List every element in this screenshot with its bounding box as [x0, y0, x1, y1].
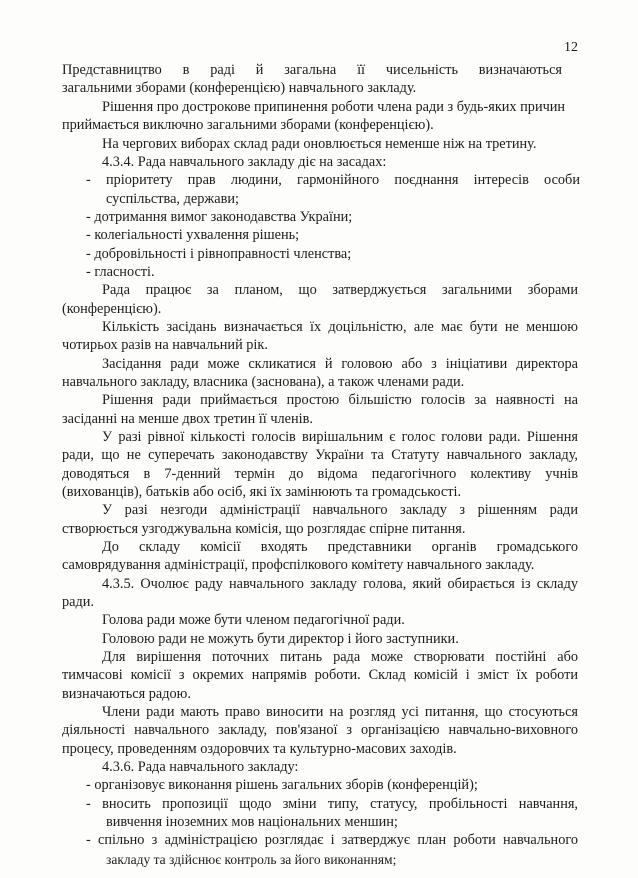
text-line: ради, що не суперечать законодавству України та Статуту навчального закладу, — [62, 447, 578, 463]
list-item: - спільно з адміністрацією розглядає і затверджує план роботи навчального — [86, 832, 578, 848]
text-line: навчального закладу, власника (заснована), а також членами ради. — [62, 374, 465, 390]
text-line: ради. — [62, 594, 94, 610]
text-line: засіданні на менше двох третин її членів. — [62, 411, 313, 427]
text-line: Рішення ради приймається простою більшістю голосів за наявності на — [102, 392, 578, 408]
text-line: Засідання ради може скликатися й головою або з ініціативи директора — [102, 356, 578, 372]
text-line: суспільства, держави; — [106, 191, 239, 207]
text-line: (конференцією). — [62, 301, 162, 317]
text-line: приймається виключно загальними зборами (конференцією). — [62, 117, 434, 133]
text-line: Кількість засідань визначається їх доцільністю, але має бути не меншою — [102, 319, 578, 335]
list-item: - колегіальності ухвалення рішень; — [86, 227, 300, 243]
text-line: закладу та здійснює контроль за його виконанням; — [106, 852, 397, 867]
text-line: створюється узгоджувальна комісія, що розглядає спірне питання. — [62, 521, 466, 537]
text-line: У разі рівної кількості голосів вирішальним є голос голови ради. Рішення — [102, 429, 578, 445]
list-item: - вносить пропозиції щодо зміни типу, статусу, пробільності навчання, — [86, 796, 578, 812]
text-line: самоврядування адміністрації, профспілкового комітету навчального закладу. — [62, 557, 535, 573]
text-line: Рада працює за планом, що затверджується загальними зборами — [102, 282, 578, 298]
text-line: чотирьох разів на навчальний рік. — [62, 337, 268, 353]
text-line: доводяться в 7-денний термін до відома педагогічного колективу учнів — [62, 466, 578, 482]
list-item: - організовує виконання рішень загальних зборів (конференцій); — [86, 777, 478, 793]
text-line: визначаються радою. — [62, 686, 191, 702]
list-item: - пріоритету прав людини, гармонійного поєднання інтересів особи — [86, 172, 580, 188]
text-line: До складу комісії входять представники органів громадського — [102, 539, 578, 555]
text-line: Представництво в раді й загальна її чисельність визначаються — [62, 62, 562, 78]
text-line: (вихованців), батьків або осіб, які їх замінюють та громадськості. — [62, 484, 462, 500]
text-line: Рішення про дострокове припинення роботи члена ради з будь-яких причин — [102, 99, 566, 115]
text-line: 4.3.6. Рада навчального закладу: — [102, 759, 299, 775]
text-line: процесу, проведенням оздоровчих та культурно-масових заходів. — [62, 741, 457, 757]
text-line: вивчення іноземних мов національних меншин; — [106, 814, 398, 830]
text-line: діяльності навчального закладу, пов'язаної з організацією навчально-виховного — [62, 722, 578, 738]
list-item: - добровільності і рівноправності членства; — [86, 246, 352, 262]
text-line: загальними зборами (конференцією) навчального закладу. — [62, 80, 417, 96]
text-line: На чергових виборах склад ради оновлюється неменше ніж на третину. — [102, 136, 537, 152]
text-line: Головою ради не можуть бути директор і його заступники. — [102, 631, 459, 647]
text-line: 4.3.4. Рада навчального закладу діє на засадах: — [102, 154, 387, 170]
text-line: тимчасові комісії з окремих напрямів роботи. Склад комісій і зміст їх роботи — [62, 667, 578, 683]
text-line: У разі незгоди адміністрації навчального закладу з рішенням ради — [102, 502, 578, 518]
list-item: - дотримання вимог законодавства України; — [86, 209, 353, 225]
list-item: - гласності. — [86, 264, 155, 280]
text-line: Для вирішення поточних питань рада може створювати постійні або — [102, 649, 578, 665]
text-line: Члени ради мають право виносити на розгляд усі питання, що стосуються — [102, 704, 578, 720]
text-line: Голова ради може бути членом педагогічної ради. — [102, 612, 405, 628]
text-line: 4.3.5. Очолює раду навчального закладу голова, який обирається із складу — [102, 576, 578, 592]
page-number: 12 — [564, 40, 578, 55]
